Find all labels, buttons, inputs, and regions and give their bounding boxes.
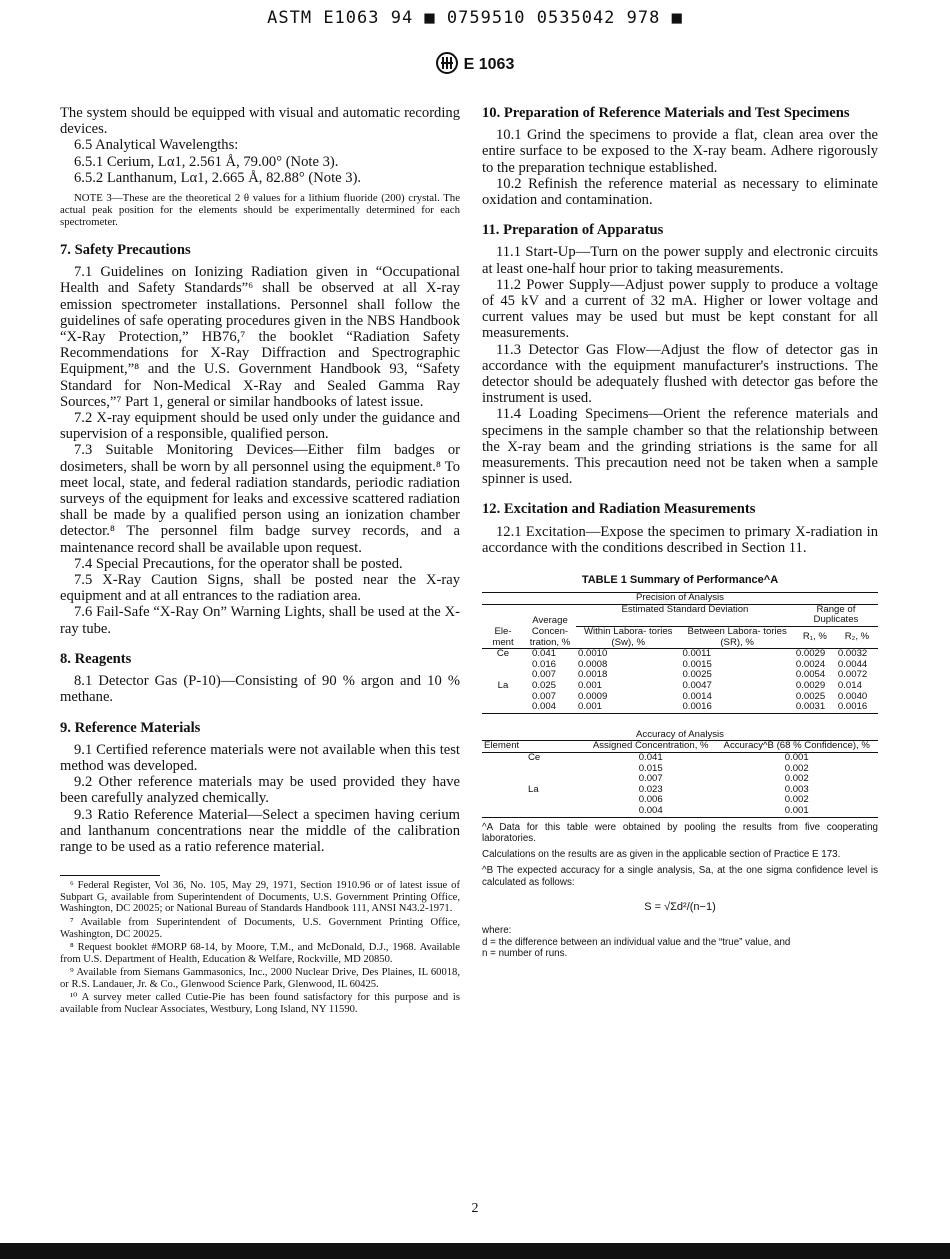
left-column — [60, 105, 460, 1018]
col-accuracy: Accuracy^B (68 % Confidence), % — [723, 740, 870, 752]
col-element: Ele- ment — [492, 626, 514, 648]
section-11-1: 11.1 Start-Up—Turn on the power supply and electronic circuits at least one-half hour prior to taking measurements. — [482, 244, 878, 277]
accuracy-table — [482, 730, 878, 818]
section-12-1: 12.1 Excitation—Expose the specimen to primary X-radiation in accordance with the conditions described in Section 11. — [482, 523, 878, 556]
table-cell-el: Ce — [528, 752, 541, 763]
table-cell-sw: 0.001 — [578, 701, 603, 713]
table-cell-sr: 0.0015 — [682, 658, 712, 670]
table-cell-el — [482, 795, 586, 806]
heading-preparation-apparatus: 11. Preparation of Apparatus — [482, 222, 664, 239]
heading-reagents: 8. Reagents — [60, 650, 132, 667]
table-cell-avg: 0.004 — [532, 701, 557, 713]
standard-id: E 1063 — [463, 56, 515, 73]
definition-d: d = the difference between an individual value and the “true” value, and — [482, 936, 791, 948]
right-column — [482, 105, 878, 960]
heading-preparation-materials: 10. Preparation of Reference Materials and Test Specimens — [482, 105, 850, 121]
table-cell-r2: 0.0072 — [837, 669, 868, 681]
precision-table — [482, 592, 878, 714]
section-7-2: 7.2 X-ray equipment should be used only under the guidance and supervision of a responsible, qualified person. — [60, 410, 460, 443]
scan-bottom-bar — [0, 1243, 950, 1259]
table-cell-sw: 0.001 — [578, 680, 603, 692]
col-range: Range of Duplicates — [794, 604, 878, 626]
section-11-4: 11.4 Loading Specimens—Orient the reference materials and specimens in the sample chamber so that the relationship between the X-ray beam and the grinding striations is the same for all measurements. This precaution need not be taken when a sample spinner is used. — [482, 406, 878, 488]
table-note-b: ^B The expected accuracy for a single analysis, Sa, at the one sigma confidence level is calculated as follows: — [482, 864, 878, 888]
table-cell-conc: 0.007 — [638, 773, 663, 785]
table-cell-conc: 0.015 — [638, 762, 663, 774]
table-cell-conc: 0.023 — [638, 783, 663, 795]
table-cell-r2: 0.014 — [837, 680, 862, 692]
section-6-5-2: 6.5.2 Lanthanum, Lα1, 2.665 Å, 82.88° (Note 3). — [74, 169, 362, 186]
note-3: NOTE 3—These are the theoretical 2 θ values for a lithium fluoride (200) crystal. The actual peak position for the elements should be experimentally determined for each spectrometer. — [60, 192, 460, 229]
section-6-5-1: 6.5.1 Cerium, Lα1, 2.561 Å, 79.00° (Note 3). — [74, 153, 339, 170]
footnote-9: ⁹ Available from Siemans Gammasonics, Inc., 2000 Nuclear Drive, Des Plaines, IL 60018, or R.S. Landauer, Jr. & Co., Glenwood Science Park, Glenwood, IL 60425. — [60, 967, 460, 990]
accuracy-body — [482, 753, 878, 818]
table-row — [482, 806, 878, 817]
table-cell-el: La — [528, 783, 539, 795]
table-cell-r1: 0.0029 — [795, 648, 826, 660]
precision-body — [482, 649, 878, 714]
footnote-10: ¹⁰ A survey meter called Cutie-Pie has been found satisfactory for this purpose and is available from Nuclear Associates, Westbury, Long Island, NY 11590. — [60, 992, 460, 1016]
col-assigned: Assigned Concentration, % — [592, 740, 709, 752]
table-cell-r2: 0.0016 — [837, 701, 868, 713]
table-cell-r1: 0.0054 — [795, 669, 826, 681]
section-9-3: 9.3 Ratio Reference Material—Select a specimen having cerium and lanthanum concentrations near the middle of the calibration range to be used as a ratio reference material. — [60, 806, 460, 855]
section-7-4: 7.4 Special Precautions, for the operator shall be posted. — [74, 555, 403, 572]
table-cell-sw: 0.0009 — [578, 690, 608, 702]
table-cell-avg: 0.007 — [532, 669, 557, 681]
table-cell-r1: 0.0025 — [795, 690, 826, 702]
table-row — [482, 753, 878, 764]
document-stamp — [0, 8, 950, 28]
table-cell-el — [482, 764, 586, 775]
col-esd: Estimated Standard Deviation — [576, 604, 794, 626]
table-cell-r1: 0.0031 — [795, 701, 826, 713]
table-cell-el — [482, 702, 524, 713]
page-number: 2 — [471, 1201, 479, 1216]
table-row — [482, 774, 878, 785]
table-cell-acc: 0.002 — [784, 773, 809, 785]
col-r2: R₂, % — [844, 631, 870, 643]
footnote-6: ⁶ Federal Register, Vol 36, No. 105, May 29, 1971, Section 1910.96 or of latest issue of Subpart G, available from Superintendent of Documents, U.S. Government Printing Office, Washington, DC 20025; or National Bureau of Standards Handbook 111, ANSI N43.2-1971. — [60, 880, 460, 915]
section-7-5: 7.5 X-Ray Caution Signs, shall be posted near the X-ray equipment and at all entrances to the radiation area. — [60, 572, 460, 605]
table-row — [482, 795, 878, 806]
table-cell-r1: 0.0024 — [795, 658, 826, 670]
table-caption: TABLE 1 Summary of Performance^A — [581, 574, 779, 587]
table-cell-sr: 0.0025 — [682, 669, 712, 681]
accuracy-formula: S = √Σd²/(n−1) — [644, 900, 716, 913]
definition-n: n = number of runs. — [482, 948, 568, 960]
table-cell-acc: 0.001 — [784, 752, 809, 763]
table-row — [482, 785, 878, 796]
where-label: where: — [482, 924, 512, 936]
table-cell-acc: 0.002 — [784, 794, 809, 806]
col-average: Average Concen- tration, % — [529, 615, 571, 648]
standard-header — [0, 52, 950, 74]
table-cell-sr: 0.0011 — [682, 648, 712, 660]
table-cell-el — [482, 806, 586, 817]
table-cell-conc: 0.041 — [638, 752, 663, 763]
table-cell-r2: 0.0032 — [837, 648, 868, 660]
table-note-a2: Calculations on the results are as given in the applicable section of Practice E 173. — [482, 849, 841, 861]
heading-safety-precautions: 7. Safety Precautions — [60, 242, 191, 259]
footnote-8: ⁸ Request booklet #MORP 68-14, by Moore, T.M., and McDonald, D.J., 1968. Available from U.S. Department of Health, Education & Welfare, Rockville, MD 20850. — [60, 942, 460, 965]
section-11-3: 11.3 Detector Gas Flow—Adjust the flow of detector gas in accordance with the equipment manufacturer's instructions. The detector should be adequately flushed with detector gas before the instrument is used. — [482, 341, 878, 407]
col-r1: R₁, % — [802, 631, 827, 643]
precision-title: Precision of Analysis — [482, 593, 878, 605]
accuracy-title: Accuracy of Analysis — [636, 728, 724, 740]
table-cell-el: La — [497, 680, 509, 692]
col-between: Between Labora- tories (SR), % — [687, 626, 787, 648]
table-cell-avg: 0.041 — [532, 648, 557, 660]
footnote-rule — [60, 875, 160, 876]
heading-excitation: 12. Excitation and Radiation Measurements — [482, 501, 756, 518]
section-7-6: 7.6 Fail-Safe “X-Ray On” Warning Lights, shall be used at the X-ray tube. — [60, 604, 460, 637]
table-cell-acc: 0.002 — [784, 762, 809, 774]
table-cell-el — [482, 692, 524, 703]
astm-logo-icon — [436, 52, 458, 74]
table-cell-sw: 0.0018 — [578, 669, 608, 681]
footnote-7: ⁷ Available from Superintendent of Documents, U.S. Government Printing Office, Washington, DC 20025. — [60, 916, 460, 940]
col-within: Within Labora- tories (Sw), % — [583, 626, 673, 648]
section-9-1: 9.1 Certified reference materials were not available when this test method was developed. — [60, 741, 460, 774]
table-cell-r2: 0.0040 — [837, 690, 868, 702]
table-cell-sw: 0.0008 — [578, 658, 608, 670]
section-8-1: 8.1 Detector Gas (P-10)—Consisting of 90 % argon and 10 % methane. — [60, 673, 460, 706]
section-10-2: 10.2 Refinish the reference material as necessary to eliminate oxidation and contamination. — [482, 175, 878, 209]
section-9-2: 9.2 Other reference materials may be used provided they have been carefully analyzed chemically. — [60, 774, 460, 807]
stamp-text: ASTM E1063 94 ■ 0759510 0535042 978 ■ — [267, 8, 683, 28]
table-row — [482, 702, 878, 713]
table-cell-r2: 0.0044 — [837, 658, 868, 670]
table-cell-el — [482, 660, 524, 671]
col-acc-element: Element — [484, 740, 520, 752]
table-note-a: ^A Data for this table were obtained by pooling the results from five cooperating laboratories. — [482, 821, 878, 845]
table-cell-avg: 0.007 — [532, 690, 557, 702]
heading-reference-materials: 9. Reference Materials — [60, 719, 201, 736]
intro-paragraph: The system should be equipped with visual and automatic recording devices. — [60, 105, 460, 138]
table-cell-avg: 0.025 — [532, 680, 557, 692]
table-cell-conc: 0.004 — [638, 804, 663, 816]
table-cell-conc: 0.006 — [638, 794, 663, 806]
table-cell-sw: 0.0010 — [578, 648, 608, 660]
table-row — [482, 764, 878, 775]
section-7-3: 7.3 Suitable Monitoring Devices—Either film badges or dosimeters, shall be worn by all personnel using the equipment.⁸ To meet local, state, and federal radiation standards, periodic radiation surveys of the equipment for leaks and excessive scattered radiation shall be made by a qualified person using an ionization chamber detector.⁸ The personnel film badge survey records, and a maintenance record shall be available upon request. — [60, 442, 460, 556]
section-10-1: 10.1 Grind the specimens to provide a flat, clean area over the entire surface to be exposed to the X-ray beam. Adhere rigorously to the preparation technique established. — [482, 127, 878, 176]
table-cell-sr: 0.0016 — [682, 701, 712, 713]
table-cell-sr: 0.0047 — [682, 680, 712, 692]
table-cell-r1: 0.0029 — [795, 680, 826, 692]
section-11-2: 11.2 Power Supply—Adjust power supply to produce a voltage of 45 kV and a current of 32 mA. Higher or lower voltage and current values may be used but must be kept constant for all measurements. — [482, 276, 878, 342]
section-7-1: 7.1 Guidelines on Ionizing Radiation given in “Occupational Health and Safety Standards”⁶ shall be observed at all X-ray emission spectrometer installations. Personnel shall follow the guidelines of safe operating procedures given in the NBS Handbook “X-Ray Protection,” HB76,⁷ the booklet “Radiation Safety Recommendations for X-Ray Diffraction and Spectrographic Equipment,”⁸ and the U.S. Government Handbook 93, “Safety Standard for Non-Medical X-Ray and Sealed Gamma Ray Sources,”⁷ Part 1, general or similar handbooks of latest issue. — [60, 264, 460, 410]
table-cell-acc: 0.001 — [784, 804, 809, 816]
table-cell-el: Ce — [496, 648, 510, 660]
table-cell-avg: 0.016 — [532, 658, 557, 670]
table-cell-sr: 0.0014 — [682, 690, 712, 702]
table-cell-acc: 0.003 — [784, 783, 809, 795]
section-6-5: 6.5 Analytical Wavelengths: — [74, 137, 239, 154]
